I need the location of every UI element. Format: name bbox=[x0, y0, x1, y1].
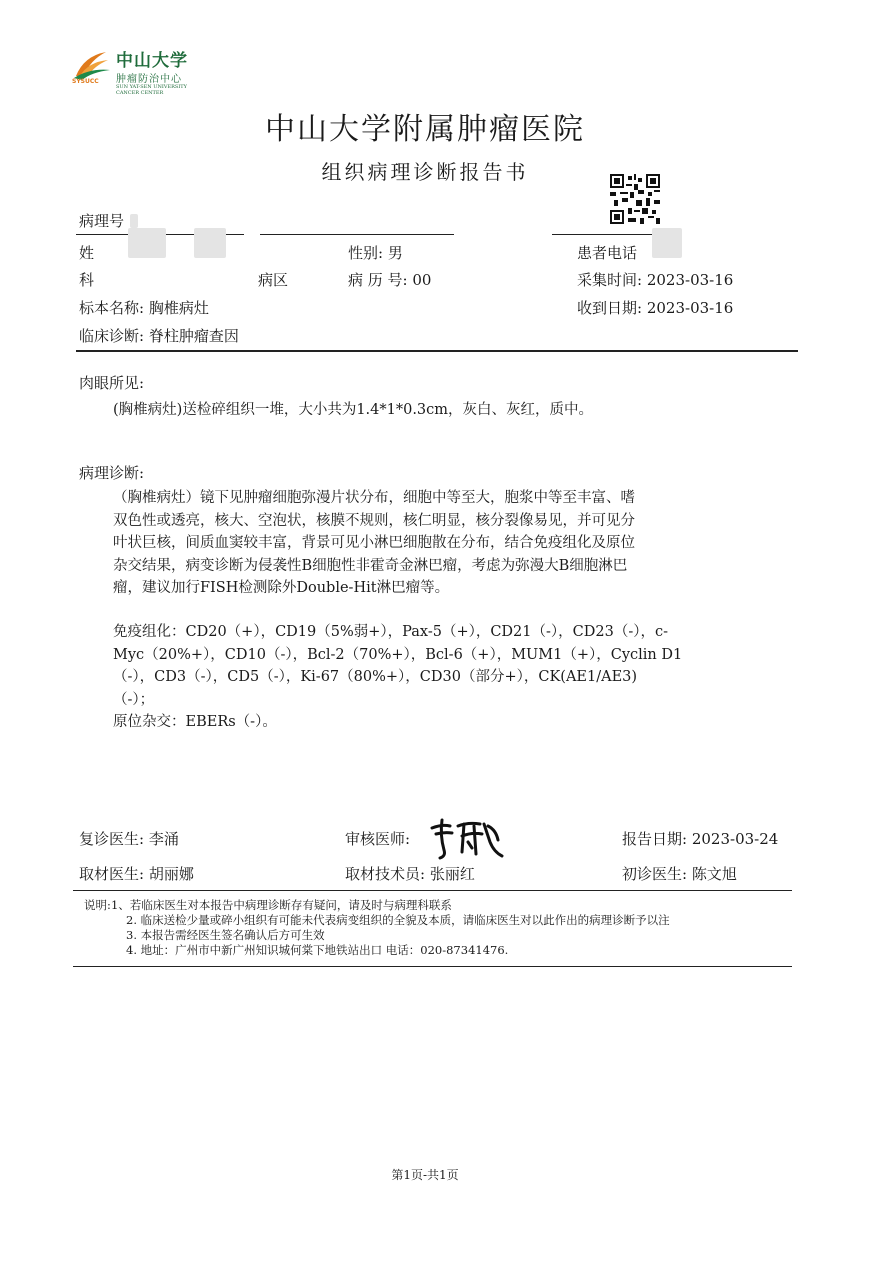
section-divider bbox=[76, 350, 798, 352]
notes-top-divider bbox=[73, 890, 792, 891]
diagnosis-heading: 病理诊断: bbox=[79, 464, 145, 482]
handwritten-signature-icon bbox=[428, 812, 510, 862]
diagnosis-line: 叶状巨核，间质血窦较丰富，背景可见小淋巴细胞散在分布，结合免疫组化及原位 bbox=[113, 535, 635, 551]
notes-label: 说明: bbox=[84, 898, 111, 912]
logo-abbr: SYSUCC bbox=[72, 78, 99, 85]
collect-time: 采集时间: 2023-03-16 bbox=[577, 271, 734, 289]
logo-subtitle: 肿瘤防治中心 bbox=[116, 74, 182, 85]
gender: 性别: 男 bbox=[348, 244, 403, 262]
ihc-line: （-），CD3（-），CD5（-），Ki-67（80%+），CD30（部分+），CK(AE1/AE3) bbox=[113, 669, 638, 685]
gross-text: (胸椎病灶)送检碎组织一堆，大小共为1.4*1*0.3cm，灰白、灰红，质中。 bbox=[113, 402, 594, 418]
phone-label: 患者电话 bbox=[577, 244, 638, 262]
diagnosis-line: （胸椎病灶）镜下见肿瘤细胞弥漫片状分布，细胞中等至大，胞浆中等至丰富、嗜 bbox=[113, 490, 635, 506]
department-label: 科 bbox=[79, 271, 95, 289]
name-label: 姓 bbox=[79, 244, 95, 262]
diagnosis-line: 双色性或透亮，核大、空泡状，核膜不规则，核仁明显，核分裂像易见，并可见分 bbox=[113, 512, 635, 529]
divider bbox=[260, 234, 454, 235]
logo-name: 中山大学 bbox=[116, 51, 188, 71]
ihc-line: Myc（20%+），CD10（-），Bcl-2（70%+），Bcl-6（+），MUM1（+），Cyclin D1 bbox=[113, 646, 683, 663]
report-title: 组织病理诊断报告书 bbox=[321, 160, 529, 184]
gross-heading: 肉眼所见: bbox=[79, 374, 145, 392]
redacted-block bbox=[194, 228, 226, 258]
hospital-title: 中山大学附属肿瘤医院 bbox=[265, 112, 585, 147]
ihc-line: （-）； bbox=[113, 691, 155, 708]
ihc-results bbox=[113, 621, 793, 734]
logo-english: SUN YAT-SEN UNIVERSITY CANCER CENTER bbox=[116, 84, 187, 96]
report-date: 报告日期: 2023-03-24 bbox=[622, 830, 779, 848]
page-number: 第1页-共1页 bbox=[391, 1168, 459, 1182]
clinical-diagnosis: 临床诊断: 脊柱肿瘤查因 bbox=[79, 327, 239, 345]
ward-label: 病区 bbox=[258, 271, 289, 289]
diagnosis-line: 瘤，建议加行FISH检测除外Double-Hit淋巴瘤等。 bbox=[113, 580, 450, 596]
note-item: 2. 临床送检少量或碎小组织有可能未代表病变组织的全貌及本质，请临床医生对以此作出的病理诊断予以注 bbox=[126, 913, 670, 927]
first-doctor: 初诊医生: 陈文旭 bbox=[622, 865, 737, 883]
audit-doctor-label: 审核医师: bbox=[345, 830, 411, 848]
review-doctor: 复诊医生: 李涌 bbox=[79, 830, 179, 848]
sampling-technician: 取材技术员: 张丽红 bbox=[345, 865, 475, 883]
note-item: 3. 本报告需经医生签名确认后方可生效 bbox=[126, 928, 325, 942]
diagnosis-text bbox=[113, 487, 793, 600]
record-number: 病 历 号: 00 bbox=[348, 271, 432, 289]
redacted-block bbox=[130, 214, 138, 228]
redacted-block bbox=[128, 228, 166, 258]
note-item: 1、若临床医生对本报告中病理诊断存有疑问，请及时与病理科联系 bbox=[111, 898, 452, 912]
ihc-line: 免疫组化：CD20（+），CD19（5%弱+），Pax-5（+），CD21（-），CD23（-），c- bbox=[113, 624, 668, 640]
pathology-number-label: 病理号 bbox=[79, 212, 125, 230]
diagnosis-line: 杂交结果，病变诊断为侵袭性B细胞性非霍奇金淋巴瘤，考虑为弥漫大B细胞淋巴 bbox=[113, 557, 628, 574]
sampling-doctor: 取材医生: 胡丽娜 bbox=[79, 865, 194, 883]
note-item: 4. 地址：广州市中新广州知识城何棠下地铁站出口 电话：020-87341476. bbox=[126, 943, 509, 957]
receive-date: 收到日期: 2023-03-16 bbox=[577, 299, 734, 317]
ish-result: 原位杂交：EBERs（-）。 bbox=[113, 714, 277, 730]
hospital-logo bbox=[72, 44, 202, 96]
qr-code-icon bbox=[610, 174, 660, 224]
specimen-name: 标本名称: 胸椎病灶 bbox=[79, 299, 209, 317]
redacted-block bbox=[652, 228, 682, 258]
notes-bottom-divider bbox=[73, 966, 792, 967]
